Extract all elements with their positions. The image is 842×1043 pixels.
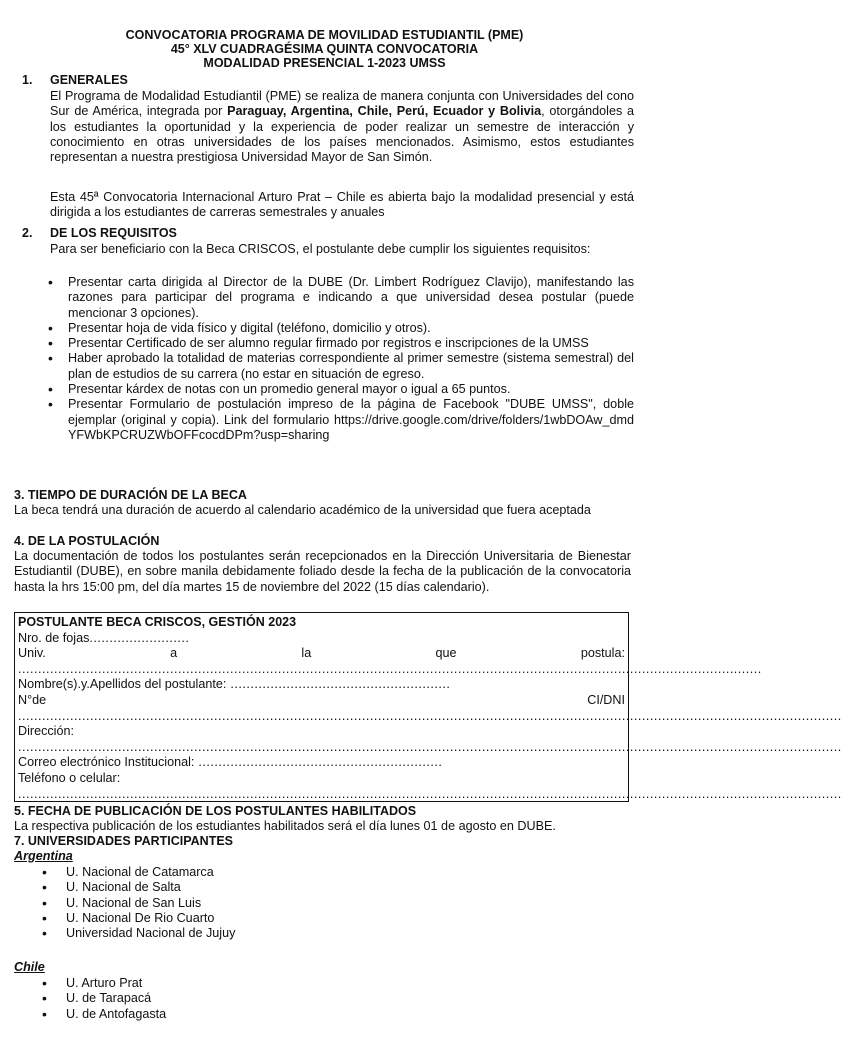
section-5-text: La respectiva publicación de los estudiantes habilitados será el día lunes 01 de agosto en DUBE. [14, 819, 556, 833]
header-line-2: 45° XLV CUADRAGÉSIMA QUINTA CONVOCATORIA [170, 42, 479, 56]
form-dotted-line: .............................................................................................................................................................................................................. [18, 739, 842, 754]
requirement-item [48, 397, 634, 443]
requirement-item: • Presentar hoja de vida físico y digital (teléfono, domicilio y otros). [48, 321, 634, 336]
form-univ-word: la [301, 646, 312, 661]
form-link[interactable]: https://drive.google.com/drive/folders/1wbDOAw_dmdYFWbKPCRUZWbOFFcocdDPm?usp=sharing [68, 412, 634, 442]
form-ci-row [18, 693, 625, 709]
form-correo-label: Correo electrónico Institucional: [18, 755, 195, 770]
section-4-title: 4. DE LA POSTULACIÓN [14, 534, 160, 548]
form-dotted-line: .............................................................................................................................................................................................................. [18, 708, 842, 723]
university-item: • U. Arturo Prat [42, 976, 442, 991]
country-argentina: Argentina [14, 849, 73, 863]
section-2-title: DE LOS REQUISITOS [50, 226, 177, 240]
section-2-intro: Para ser beneficiario con la Beca CRISCOS, el postulante debe cumplir los siguientes requisitos: [50, 242, 591, 256]
section-2-number: 2. [22, 226, 33, 240]
header-line-1: CONVOCATORIA PROGRAMA DE MOVILIDAD ESTUDIANTIL (PME) [125, 28, 524, 42]
section-1-paragraph-1 [50, 89, 634, 165]
form-correo-row [18, 755, 625, 771]
form-univ-word: que [435, 646, 457, 661]
form-dotted-line: .......................................................................................................................................................................................... [18, 661, 762, 676]
section-1-paragraph-2: Esta 45ª Convocatoria Internacional Arturo Prat – Chile es abierta bajo la modalidad presencial y está dirigida a los estudiantes de carreras semestrales y anuales [50, 190, 634, 220]
form-nombre-row [18, 677, 625, 693]
university-item: • U. de Antofagasta [42, 1007, 442, 1022]
requirement-item: • Haber aprobado la totalidad de materias correspondiente al primer semestre (sistema semestral) del plan de estudios de su carrera (no estar en situación de egreso. [48, 351, 634, 382]
university-item: • U. Nacional De Rio Cuarto [42, 911, 442, 926]
form-univ-word: Univ. [18, 646, 46, 661]
requirement-item: • Presentar carta dirigida al Director de la DUBE (Dr. Limbert Rodríguez Clavijo), manifestando las razones para participar del programa e indicando a que universidad desea postular (puede mencionar 3 opciones). [48, 275, 634, 321]
section-5-title: 5. FECHA DE PUBLICACIÓN DE LOS POSTULANTES HABILITADOS [14, 804, 417, 818]
university-item: • U. Nacional de San Luis [42, 896, 442, 911]
form-ci-dni-label: CI/DNI [587, 692, 625, 707]
form-direccion-label: Dirección: [18, 724, 74, 739]
form-ci-label: N°de [18, 692, 47, 707]
form-telefono-label: Teléfono o celular: [18, 770, 121, 785]
application-form-box [14, 612, 842, 802]
requirement-item: • Presentar kárdex de notas con un promedio general mayor o igual a 65 puntos. [48, 382, 634, 397]
university-item: • Universidad Nacional de Jujuy [42, 926, 442, 941]
section-1-text-a: El Programa de Modalidad Estudiantil (PME) se realiza de manera conjunta con Universidades del cono Sur de América, integrada por [50, 89, 634, 119]
section-3-text: La beca tendrá una duración de acuerdo al calendario académico de la universidad que fuera aceptada [14, 503, 591, 517]
form-univ-row [18, 646, 625, 662]
form-fojas-row [18, 631, 625, 647]
form-univ-word: postula: [580, 646, 625, 661]
university-item: • U. Nacional de Catamarca [42, 865, 442, 880]
form-fojas-label: Nro. de fojas [18, 630, 90, 645]
university-item: • U. Nacional de Salta [42, 880, 442, 895]
section-7-title: 7. UNIVERSIDADES PARTICIPANTES [14, 834, 234, 848]
form-nombre-label: Nombre(s).y.Apellidos del postulante: [18, 677, 227, 692]
section-4-text: La documentación de todos los postulantes serán recepcionados en la Dirección Universitaria de Bienestar Estudiantil (DUBE), en sobre manila debidamente foliado desde la fecha de la publicación de la convocatoria hasta la hrs 15:00 pm, del día martes 15 de noviembre del 2022 (15 días calendario). [14, 549, 631, 594]
section-1-countries: Paraguay, Argentina, Chile, Perú, Ecuador y Bolivia [227, 104, 542, 119]
argentina-universities-list [42, 865, 442, 941]
form-correo-dots: ............................................................. [198, 755, 443, 770]
requirements-list [48, 275, 634, 443]
form-univ-word: a [170, 646, 178, 661]
section-3-title: 3. TIEMPO DE DURACIÓN DE LA BECA [14, 488, 247, 502]
section-1-text-c: , otorgándoles a los estudiantes la oportunidad y la experiencia de poder realizar un semestre de interacción y conocimiento en otras universidades de los países mencionados. Asimismo, estos estudiantes representan a nuestra prestigiosa Universidad Mayor de San Simón. [50, 104, 635, 165]
requirement-text: Presentar Formulario de postulación impreso de la página de Facebook "DUBE UMSS", doble ejemplar (original y copia). Link del formulario [68, 397, 634, 427]
country-chile: Chile [14, 960, 45, 974]
form-fojas-dots: ......................... [89, 630, 190, 645]
form-nombre-dots: ....................................................... [230, 677, 451, 692]
header-line-3: MODALIDAD PRESENCIAL 1-2023 UMSS [203, 56, 446, 70]
section-1-title: GENERALES [50, 73, 128, 87]
university-item: • U. de Tarapacá [42, 991, 442, 1006]
form-dotted-line: .............................................................................................................................................................................................................. [18, 786, 842, 801]
form-title: POSTULANTE BECA CRISCOS, GESTIÓN 2023 [18, 615, 297, 629]
section-1-number: 1. [22, 73, 33, 87]
chile-universities-list [42, 976, 442, 1022]
requirement-item: • Presentar Certificado de ser alumno regular firmado por registros e inscripciones de la UMSS [48, 336, 634, 351]
